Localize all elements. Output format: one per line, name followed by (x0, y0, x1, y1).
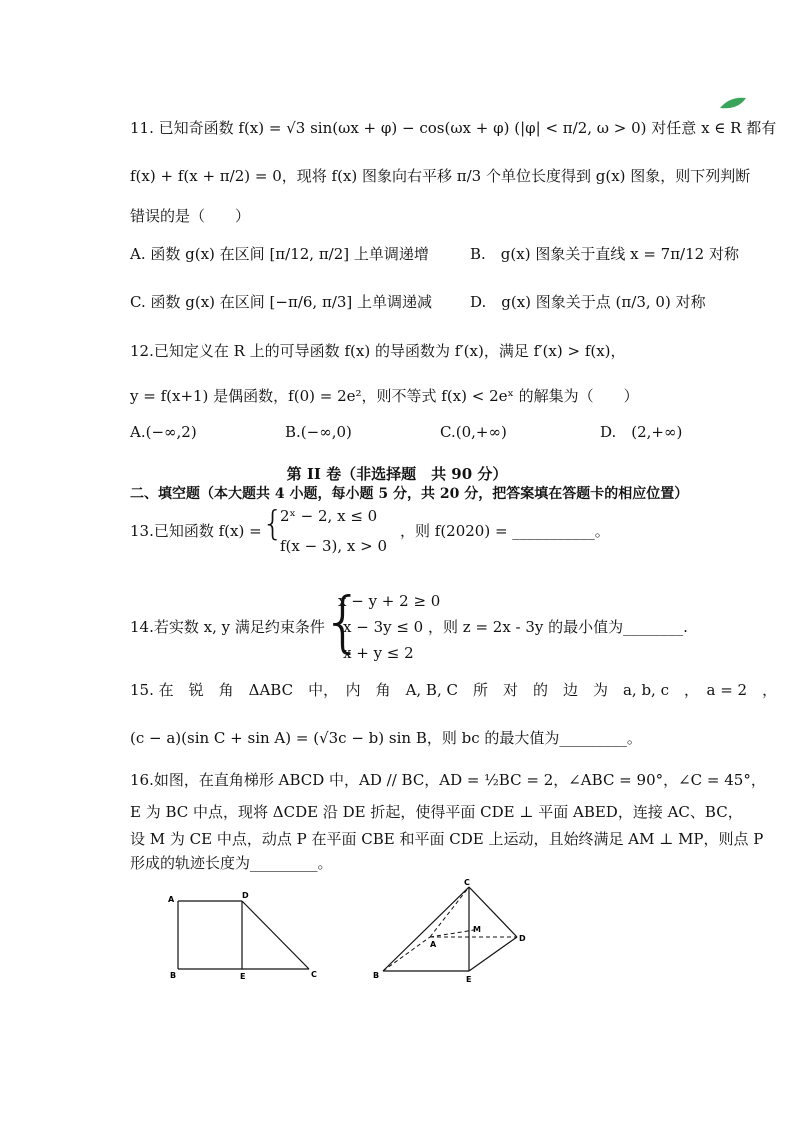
fig1-label-b: B (170, 971, 177, 980)
q12-line-1: 12.已知定义在 R 上的可导函数 f(x) 的导函数为 f′(x)，满足 f′(x) > f(x)， (130, 342, 626, 360)
fig2-label-a: A (430, 940, 437, 949)
q12-option-c: C.(0,+∞) (440, 423, 507, 441)
q15-line-1: 15. 在 锐 角 ΔABC 中， 内 角 A, B, C 所 对 的 边 为 a, b, c ， a = 2 ， (130, 681, 778, 699)
q12-option-b: B.(−∞,0) (285, 423, 352, 441)
fig1-label-e: E (240, 972, 246, 980)
q15-line-2: (c − a)(sin C + sin A) = (√3c − b) sin B，则 bc 的最大值为_________。 (130, 729, 642, 747)
q16-line-1: 16.如图，在直角梯形 ABCD 中，AD // BC，AD = ½BC = 2，∠ABC = 90°，∠C = 45°， (130, 771, 766, 789)
q14-constraint-2: x − 3y ≤ 0 (343, 618, 424, 636)
q14-suffix: ，则 z = 2x - 3y 的最小值为________. (428, 618, 688, 636)
fig2-label-c: C (464, 878, 470, 887)
fig2-label-d: D (519, 934, 526, 943)
q11-line-1: 11. 已知奇函数 f(x) = √3 sin(ωx + φ) − cos(ωx + φ) (|φ| < π/2, ω > 0) 对任意 x ∈ R 都有 (130, 119, 777, 137)
q16-line-3: 设 M 为 CE 中点，动点 P 在平面 CBE 和平面 CDE 上运动，且始终满足 AM ⊥ MP，则点 P (130, 830, 764, 848)
fig2-edge-ba-dashed (383, 937, 430, 971)
section-title: 第 II 卷（非选择题 共 90 分） (286, 465, 508, 483)
fig2-edge-cb (383, 887, 469, 971)
fig2-label-b: B (373, 971, 380, 980)
q11-line-3: 错误的是（ ） (130, 207, 251, 225)
q14-prefix: 14.若实数 x, y 满足约束条件 (130, 618, 325, 636)
section-subtitle: 二、填空题（本大题共 4 小题，每小题 5 分，共 20 分，把答案填在答题卡的相应位置） (130, 486, 689, 502)
q11-option-c: C. 函数 g(x) 在区间 [−π/6, π/3] 上单调递减 (130, 293, 433, 311)
q12-option-d: D. (2,+∞) (600, 423, 683, 441)
q13-case-1: 2ˣ − 2, x ≤ 0 (280, 507, 378, 525)
fig1-label-a: A (168, 895, 175, 904)
q14-brace: { (322, 583, 364, 660)
fig2-edge-ac-dashed (430, 887, 469, 937)
fig2-edge-am-dashed (430, 930, 474, 937)
q11-option-b: B. g(x) 图象关于直线 x = 7π/12 对称 (470, 245, 739, 263)
q13-prefix: 13.已知函数 f(x) = (130, 522, 262, 540)
q12-line-2: y = f(x+1) 是偶函数，f(0) = 2e²，则不等式 f(x) < 2eˣ 的解集为（ ） (130, 387, 639, 405)
fig2-label-m: M (473, 925, 481, 934)
fig2-edge-ed (469, 937, 517, 971)
fig1-edge-dc (242, 901, 309, 969)
q16-line-2: E 为 BC 中点，现将 ΔCDE 沿 DE 折起，使得平面 CDE ⊥ 平面 ABED，连接 AC、BC， (130, 803, 743, 821)
fig1-label-d: D (242, 891, 249, 900)
corner-leaf-decoration (720, 96, 746, 110)
q13-case-2: f(x − 3), x > 0 (280, 537, 388, 555)
q11-line-2: f(x) + f(x + π/2) = 0，现将 f(x) 图象向右平移 π/3 个单位长度得到 g(x) 图象，则下列判断 (130, 167, 751, 185)
q14-constraint-1: x − y + 2 ≥ 0 (338, 592, 441, 610)
trapezoid-figure (165, 890, 325, 980)
folded-pyramid-figure (370, 877, 540, 987)
fig1-label-c: C (311, 970, 317, 979)
q14-constraint-3: x + y ≤ 2 (343, 644, 414, 662)
fig2-label-e: E (466, 975, 472, 984)
q11-option-d: D. g(x) 图象关于点 (π/3, 0) 对称 (470, 293, 706, 311)
q12-option-a: A.(−∞,2) (130, 423, 197, 441)
q13-brace: { (262, 504, 284, 544)
q16-line-4: 形成的轨迹长度为_________。 (130, 854, 333, 872)
q13-suffix: ，则 f(2020) = ___________。 (400, 522, 610, 540)
q11-option-a: A. 函数 g(x) 在区间 [π/12, π/2] 上单调递增 (130, 245, 429, 263)
